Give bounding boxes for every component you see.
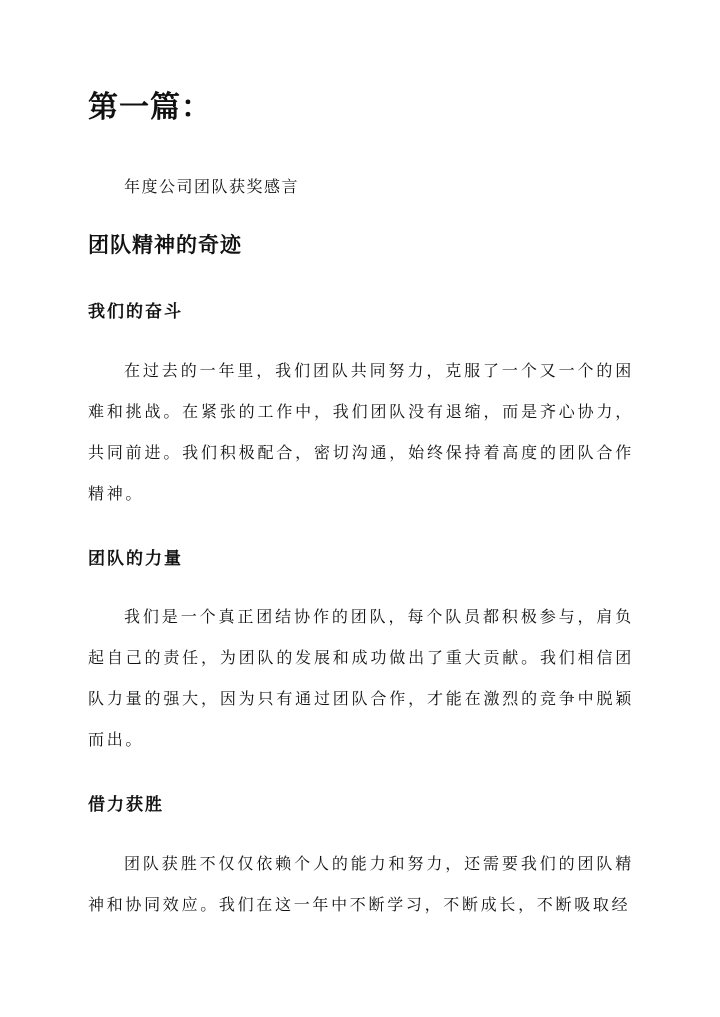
section-body-struggle: 在过去的一年里，我们团队共同努力，克服了一个又一个的困难和挑战。在紧张的工作中，我们团队没有退缩，而是齐心协力，共同前进。我们积极配合，密切沟通，始终保持着高度的团队合作精神。: [88, 361, 634, 503]
section-heading-struggle: 我们的奋斗: [88, 302, 183, 322]
section-body-team-power: 我们是一个真正团结协作的团队，每个队员都积极参与，肩负起自己的责任，为团队的发展和成功做出了重大贡献。我们相信团队力量的强大，因为只有通过团队合作，才能在激烈的竞争中脱颖而出。: [88, 607, 634, 749]
document-title: 团队精神的奇迹: [88, 232, 242, 257]
section-body-winning: 团队获胜不仅仅依赖个人的能力和努力，还需要我们的团队精神和协同效应。我们在这一年中不断学习，不断成长，不断吸取经: [88, 854, 634, 914]
document-subtitle: 年度公司团队获奖感言: [124, 177, 300, 196]
section-heading-team-power: 团队的力量: [88, 549, 183, 569]
part-title: 第一篇：: [88, 90, 212, 125]
section-heading-winning: 借力获胜: [88, 795, 164, 815]
